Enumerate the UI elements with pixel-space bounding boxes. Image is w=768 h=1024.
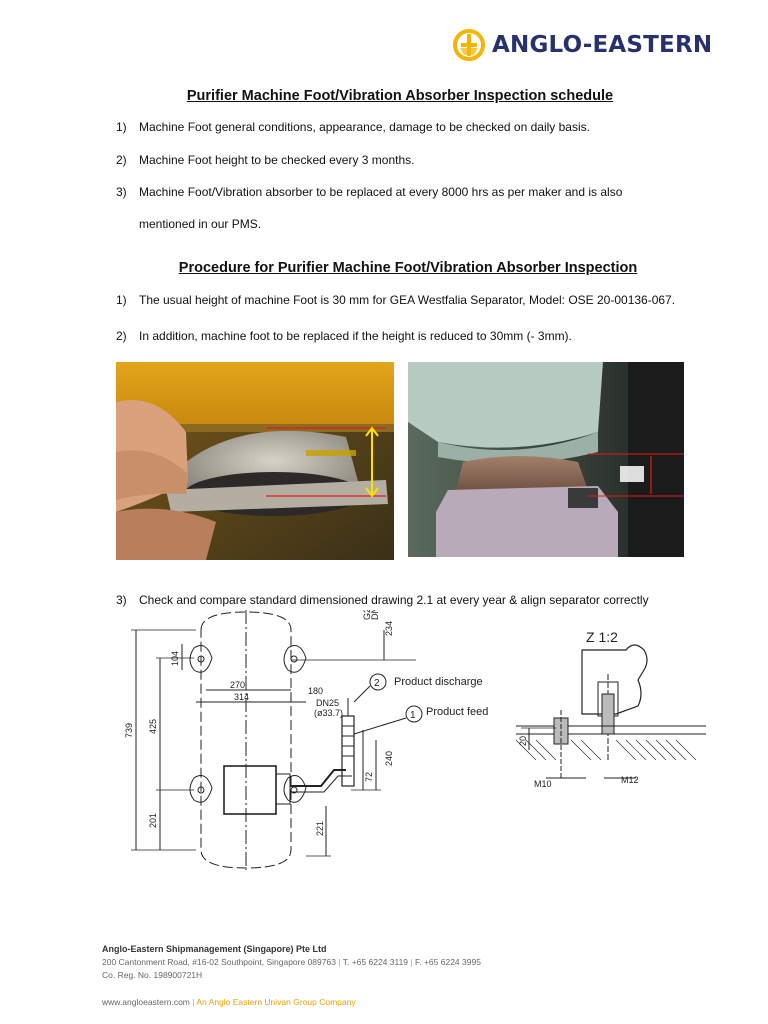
dim-diameter: (ø33.7) <box>314 708 344 718</box>
item-number: 1) <box>116 293 127 307</box>
dim-201: 201 <box>148 812 158 828</box>
item-text: Machine Foot/Vibration absorber to be replaced at every 8000 hrs as per maker and is also <box>139 185 623 199</box>
dim-dn: DN <box>370 610 380 620</box>
dim-180: 180 <box>308 686 324 696</box>
detail-z-label: Z 1:2 <box>586 629 618 645</box>
anglo-eastern-logo-icon <box>452 28 486 62</box>
dim-20: 20 <box>518 735 528 746</box>
dim-240: 240 <box>384 750 394 766</box>
footer-company: Anglo-Eastern Shipmanagement (Singapore) Pte Ltd <box>102 944 327 954</box>
footer-group: An Anglo Eastern Univan Group Company <box>196 997 356 1007</box>
schedule-title: Purifier Machine Foot/Vibration Absorber Inspection schedule <box>186 88 614 104</box>
callout-1: 1 <box>410 710 416 721</box>
product-feed-label: Product feed <box>426 706 489 718</box>
footer-reg: Co. Reg. No. 198900721H <box>102 970 203 980</box>
dim-314: 314 <box>234 692 250 702</box>
item-text: Machine Foot general conditions, appearance, damage to be checked on daily basis. <box>139 120 590 134</box>
item-text: Machine Foot height to be checked every 3 months. <box>139 153 415 167</box>
product-discharge-label: Product discharge <box>394 676 483 688</box>
m12-label: M12 <box>621 775 639 785</box>
item-text: Check and compare standard dimensioned drawing 2.1 at every year & align separator correctly <box>139 593 649 607</box>
dim-72: 72 <box>364 771 374 782</box>
machine-foot-photo-1 <box>116 362 394 560</box>
dim-425: 425 <box>148 718 158 734</box>
item-number: 3) <box>116 185 127 199</box>
dim-221: 221 <box>315 820 325 836</box>
logo-text: ANGLO-EASTERN <box>492 32 713 58</box>
machine-foot-photo-2 <box>408 362 684 557</box>
footer-web-line: www.angloeastern.com | An Anglo Eastern Univan Group Company <box>102 997 356 1007</box>
dim-234: 234 <box>384 620 394 636</box>
dimensioned-drawing <box>116 610 716 870</box>
item-number: 2) <box>116 329 127 343</box>
dim-dn25: DN25 <box>316 698 340 708</box>
item-number: 1) <box>116 120 127 134</box>
item-number: 2) <box>116 153 127 167</box>
dim-739: 739 <box>124 722 134 738</box>
item-text: The usual height of machine Foot is 30 mm for GEA Westfalia Separator, Model: OSE 20-00136-067. <box>139 293 676 307</box>
footer-fax: F. +65 6224 3995 <box>415 957 481 967</box>
m10-label: M10 <box>534 779 552 789</box>
dim-104: 104 <box>170 650 180 666</box>
footer-phone: T. +65 6224 3119 <box>342 957 409 967</box>
callout-2: 2 <box>374 678 380 689</box>
item-text: mentioned in our PMS. <box>139 217 262 231</box>
company-logo <box>452 28 712 62</box>
footer-address: 200 Cantonment Road, #16-02 Southpoint, Singapore 089763 <box>102 957 336 967</box>
footer-website[interactable]: www.angloeastern.com <box>102 997 190 1007</box>
dim-270: 270 <box>230 680 246 690</box>
item-number: 3) <box>116 593 127 607</box>
item-text: In addition, machine foot to be replaced if the height is reduced to 30mm (- 3mm). <box>139 329 572 343</box>
dim-g2: G2 <box>362 610 372 620</box>
procedure-title: Procedure for Purifier Machine Foot/Vibration Absorber Inspection <box>178 260 638 276</box>
footer-address-line: 200 Cantonment Road, #16-02 Southpoint, Singapore 089763 | T. +65 6224 3119 | F. +65 6224 3995 <box>102 957 481 967</box>
